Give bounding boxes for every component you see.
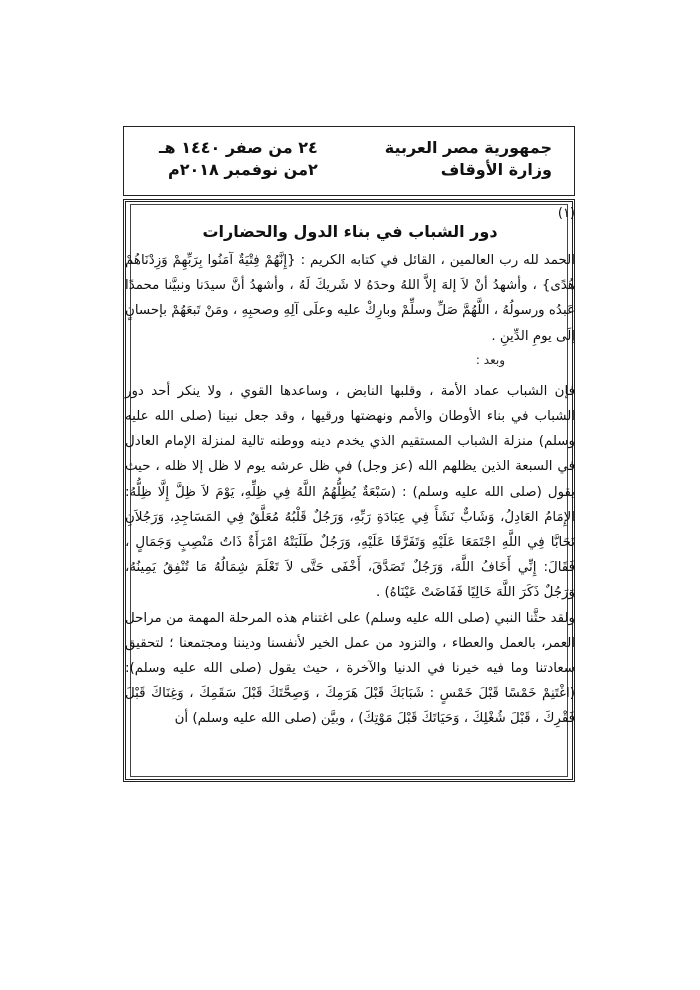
date-gregorian: ٢من نوفمبر ٢٠١٨م — [168, 160, 318, 179]
paragraph-2: ولقد حثَّنا النبي (صلى الله عليه وسلم) على اغتنام هذه المرحلة المهمة من مراحل العمر، بالعمل والعطاء ، والتزود من عمل الخير لأنفسنا وديننا ومجتمعنا ؛ لتحقيق سعادتنا وما فيه خيرنا في الدنيا والآخرة ، حيث يقول (صلى الله عليه وسلم): (اغْتَنِمْ خَمْسًا قَبْلَ خَمْسٍ : شَبَابَكَ قَبْلَ هَرَمِكَ ، وَصِحَّتَكَ قَبْلَ سَقَمِكَ ، وَغِنَاكَ قَبْلَ فَقْرِكَ ، قَبْلَ شُغْلِكَ ، وَحَيَاتَكَ قَبْلَ مَوْتِكَ) ، وبيَّن (صلى الله عليه وسلم) أن — [125, 610, 575, 727]
date-hijri: ٢٤ من صفر ١٤٤٠ هـ — [159, 138, 318, 157]
paragraph-1: فإن الشباب عماد الأمة ، وقلبها النابض ، وساعدها القوي ، ولا ينكر أحد دور الشباب في بناء الأوطان والأمم ونهضتها ورقيها ، وقد جعل نبينا (صلى الله عليه وسلم) منزلة الشباب المستقيم الذي يخدم دينه ووطنه تالية لمنزلة الإمام العادل في السبعة الذين يظلهم الله (عز وجل) في ظل عرشه يوم لا ظل إلا ظله ، حيث يقول (صلى الله عليه وسلم) : (سَبْعَةٌ يُظِلُّهُمُ اللَّهُ فِي ظِلِّهِ، يَوْمَ لاَ ظِلَّ إِلَّا ظِلُّهُ: الإِمَامُ العَادِلُ، وَشَابٌّ نَشَأَ فِي عِبَادَةِ رَبِّهِ، وَرَجُلٌ قَلْبُهُ مُعَلَّقٌ فِي المَسَاجِدِ، وَرَجُلاَنِ تَحَابَّا فِي اللَّهِ اجْتَمَعَا عَلَيْهِ وَتَفَرَّقَا عَلَيْهِ، وَرَجُلٌ طَلَبَتْهُ امْرَأَةٌ ذَاتُ مَنْصِبٍ وَجَمَالٍ ، فَقَالَ: إِنِّي أَخَافُ اللَّهَ، وَرَجُلٌ تَصَدَّقَ، أَخْفَى حَتَّى لاَ تَعْلَمَ شِمَالُهُ مَا تُنْفِقُ يَمِينُهُ، وَرَجُلٌ ذَكَرَ اللَّهَ خَالِيًا فَفَاضَتْ عَيْنَاهُ) . — [125, 383, 575, 601]
sermon-body — [125, 200, 575, 732]
wabaad-text: وبعد : — [475, 352, 505, 367]
header-box — [123, 126, 575, 196]
sermon-number: (١) — [557, 206, 575, 221]
opening-paragraph: الحمد لله رب العالمين ، القائل في كتابه الكريم : {إِنَّهُمْ فِتْيَةٌ آمَنُوا بِرَبِّهِمْ وَزِدْنَاهُمْ هُدًى} ، وأشهدُ أنْ لاَ إلهَ إلاَّ اللهُ وحدَهُ لا شَريكَ لَهُ ، وأشهدُ أنَّ سيدَنا ونبيَّنا محمدًا عَبدُه ورسولُهُ ، اللَّهُمَّ صَلِّ وسلِّمْ وبارِكْ عليه وعلَى آلِهِ وصحبِهِ ، ومَنْ تَبعَهُمْ بإحسانٍ إلَى يومِ الدِّينِ . — [125, 253, 575, 344]
date-block — [144, 137, 318, 181]
sermon-title: دور الشباب في بناء الدول والحضارات — [202, 222, 498, 241]
ministry-name: وزارة الأوقاف — [440, 160, 552, 179]
republic-name: جمهورية مصر العربية — [384, 138, 552, 157]
spacer — [125, 371, 575, 379]
issuer-block — [385, 137, 552, 181]
